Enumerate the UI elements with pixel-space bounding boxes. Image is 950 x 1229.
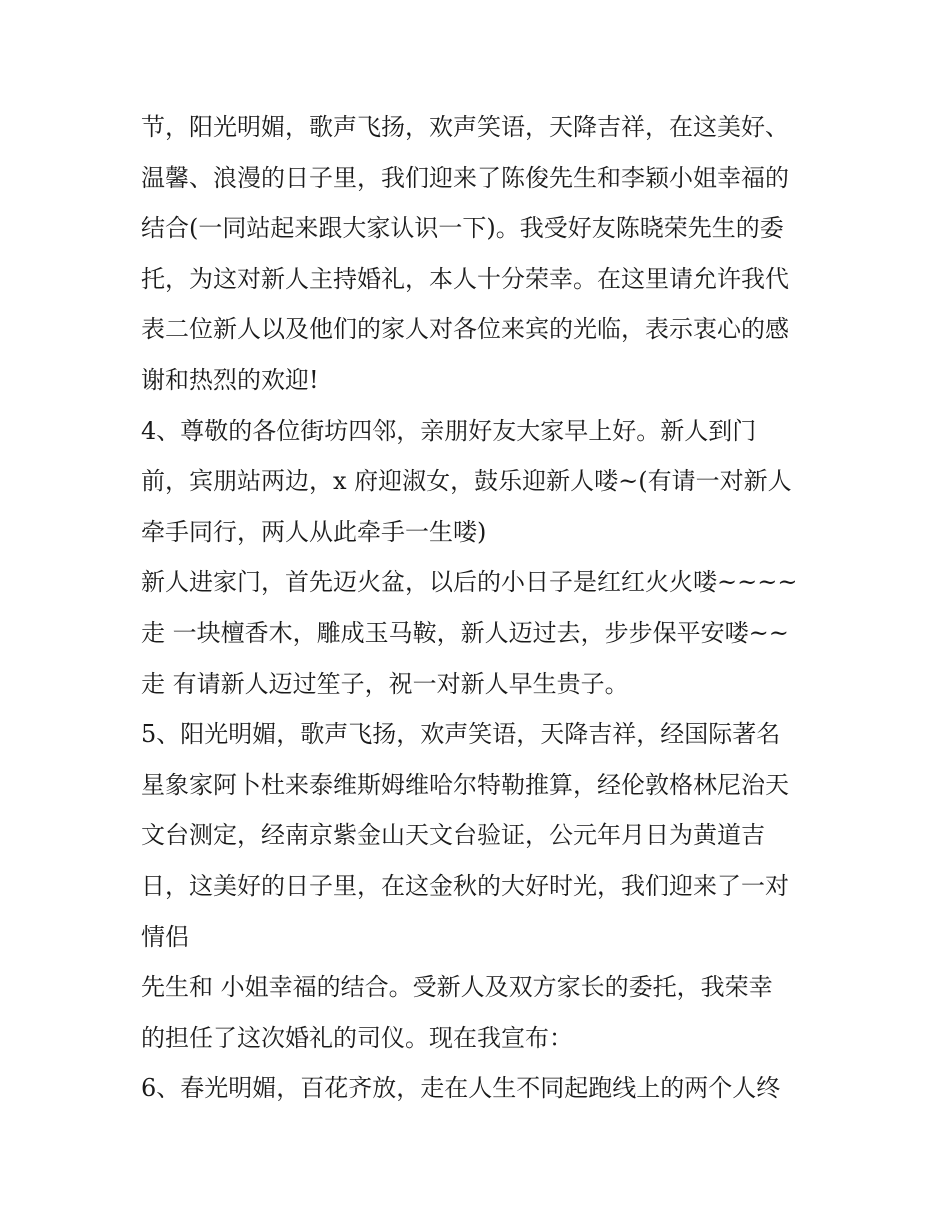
text-line: 走 有请新人迈过笙子，祝一对新人早生贵子。	[141, 669, 629, 698]
text-line: 托，为这对新人主持婚礼，本人十分荣幸。在这里请允许我代	[141, 264, 789, 293]
text-line: 的担任了这次婚礼的司仪。现在我宣布：	[141, 1023, 573, 1052]
text-line: 表二位新人以及他们的家人对各位来宾的光临，表示衷心的感	[141, 315, 789, 344]
text-line: 先生和 小姐幸福的结合。受新人及双方家长的委托，我荣幸	[141, 973, 773, 1002]
text-line: 温馨、浪漫的日子里，我们迎来了陈俊先生和李颖小姐幸福的	[141, 163, 789, 192]
document-body	[141, 102, 821, 1114]
text-line: 5、阳光明媚，歌声飞扬，欢声笑语，天降吉祥，经国际著名	[141, 720, 781, 749]
text-line: 文台测定，经南京紫金山天文台验证，公元年月日为黄道吉	[141, 821, 765, 850]
text-line: 情侣	[141, 922, 189, 951]
text-line: 牵手同行，两人从此牵手一生喽)	[141, 517, 487, 546]
text-line: 4、尊敬的各位街坊四邻，亲朋好友大家早上好。新人到门	[141, 416, 757, 445]
text-line: 结合(一同站起来跟大家认识一下)。我受好友陈晓荣先生的委	[141, 214, 784, 243]
text-line: 6、春光明媚，百花齐放，走在人生不同起跑线上的两个人终	[141, 1074, 781, 1103]
text-line: 日，这美好的日子里，在这金秋的大好时光，我们迎来了一对	[141, 871, 789, 900]
text-line: 前，宾朋站两边，x 府迎淑女，鼓乐迎新人喽~(有请一对新人	[141, 467, 792, 496]
text-line: 新人进家门，首先迈火盆，以后的小日子是红红火火喽~~~~	[141, 568, 798, 597]
text-line: 谢和热烈的欢迎!	[141, 365, 319, 394]
text-line: 星象家阿卜杜来泰维斯姆维哈尔特勒推算，经伦敦格林尼治天	[141, 770, 789, 799]
text-line: 节，阳光明媚，歌声飞扬，欢声笑语，天降吉祥，在这美好、	[141, 113, 789, 141]
text-line: 走 一块檀香木，雕成玉马鞍，新人迈过去，步步保平安喽~~	[141, 618, 789, 647]
